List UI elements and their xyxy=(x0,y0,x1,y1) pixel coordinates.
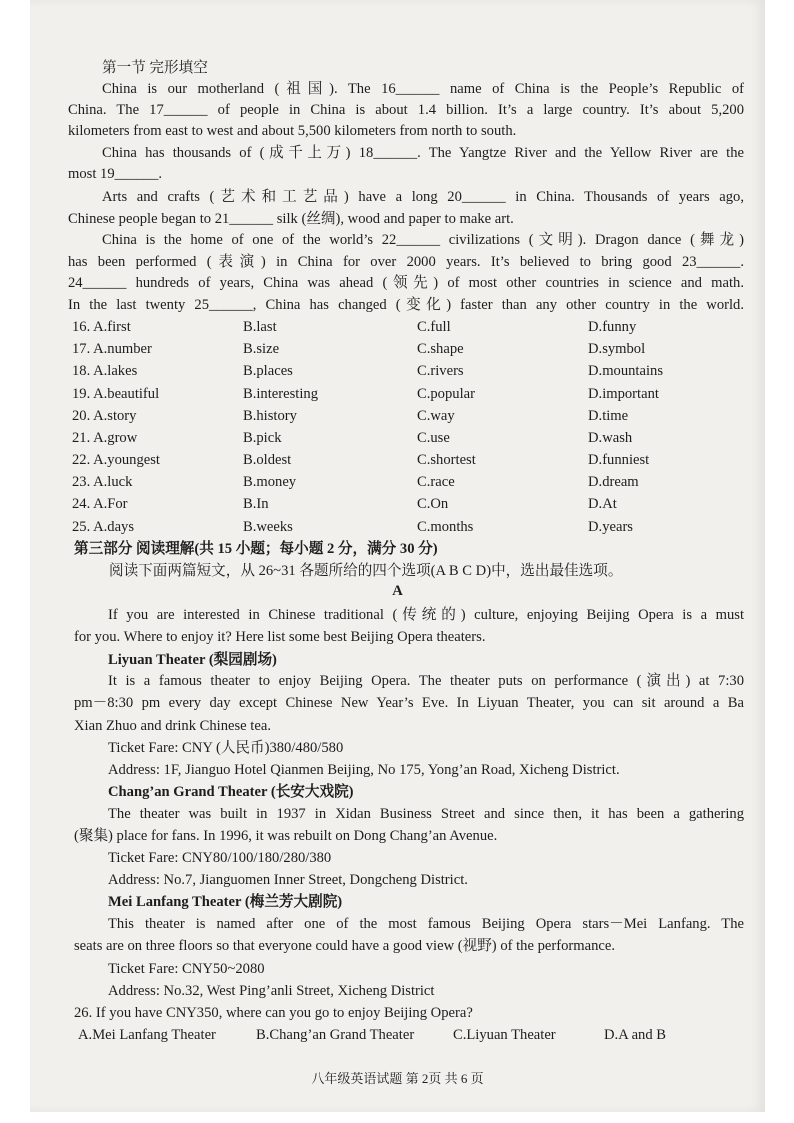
question-stem: 26. If you have CNY350, where can you go to enjoy Beijing Opera? xyxy=(74,1005,473,1021)
option-c: C.On xyxy=(417,496,449,512)
option-a: 16. A.first xyxy=(72,319,131,335)
option-c: C.shape xyxy=(417,341,464,357)
option-c: C.way xyxy=(417,408,455,424)
option-a: 22. A.youngest xyxy=(72,452,160,468)
theater-address: Address: 1F, Jianguo Hotel Qianmen Beijing, No 175, Yong’an Road, Xicheng District. xyxy=(108,762,620,778)
option-b: B.weeks xyxy=(243,519,293,535)
theater-name: Mei Lanfang Theater (梅兰芳大剧院) xyxy=(108,894,343,910)
theater-desc: The theater was built in 1937 in Xidan Business Street and since then, it has been a gathering xyxy=(108,806,744,822)
passage-line: most 19______. xyxy=(68,166,163,182)
option-d: D.At xyxy=(588,496,617,512)
theater-address: Address: No.7, Jianguomen Inner Street, Dongcheng District. xyxy=(108,872,468,888)
theater-desc: (聚集) place for fans. In 1996, it was rebuilt on Dong Chang’an Avenue. xyxy=(74,828,498,844)
option-b: B.size xyxy=(243,341,280,357)
option-d: D.funniest xyxy=(588,452,650,468)
ticket-fare: Ticket Fare: CNY (人民币)380/480/580 xyxy=(108,740,344,756)
option-d: D.funny xyxy=(588,319,637,335)
option-a: 23. A.luck xyxy=(72,474,133,490)
option-d: D.years xyxy=(588,519,633,535)
intro-line: for you. Where to enjoy it? Here list some best Beijing Opera theaters. xyxy=(74,629,486,645)
section-title: 第一节 完形填空 xyxy=(102,60,208,76)
option-b: B.In xyxy=(243,496,269,512)
option-b: B.money xyxy=(243,474,297,490)
theater-desc: seats are on three floors so that everyone could have a good view (视野) of the performance. xyxy=(74,938,615,954)
option-b: B.history xyxy=(243,408,297,424)
passage-line: has been performed (表演) in China for over 2000 years. It’s believed to bring good 23______. xyxy=(68,254,744,270)
option-a: 19. A.beautiful xyxy=(72,386,160,402)
option-b: B.last xyxy=(243,319,277,335)
option-b: B.oldest xyxy=(243,452,292,468)
option-d: D.important xyxy=(588,386,659,402)
option-a: 24. A.For xyxy=(72,496,128,512)
theater-address: Address: No.32, West Ping’anli Street, Xicheng District xyxy=(108,983,435,999)
question-option-c: C.Liyuan Theater xyxy=(453,1027,556,1043)
option-a: 21. A.grow xyxy=(72,430,138,446)
intro-line: If you are interested in Chinese traditional (传统的) culture, enjoying Beijing Opera is a must xyxy=(108,607,744,623)
option-c: C.race xyxy=(417,474,455,490)
option-a: 20. A.story xyxy=(72,408,137,424)
theater-name: Chang’an Grand Theater (长安大戏院) xyxy=(108,784,354,800)
option-c: C.use xyxy=(417,430,450,446)
theater-desc: This theater is named after one of the most famous Beijing Opera stars－Mei Lanfang. The xyxy=(108,916,744,932)
page-footer: 八年级英语试题 第 2页 共 6 页 xyxy=(311,1071,484,1086)
theater-desc: It is a famous theater to enjoy Beijing Opera. The theater puts on performance (演出) at 7:30 xyxy=(108,673,744,689)
passage-line: China is our motherland (祖国). The 16______ name of China is the People’s Republic of xyxy=(102,81,744,97)
passage-line: Chinese people began to 21______ silk (丝绸), wood and paper to make art. xyxy=(68,211,514,227)
option-d: D.symbol xyxy=(588,341,646,357)
theater-desc: pm－8:30 pm every day except Chinese New Year’s Eve. In Liyuan Theater, you can sit around a Ba xyxy=(74,695,744,711)
theater-desc: Xian Zhuo and drink Chinese tea. xyxy=(74,718,271,734)
passage-line: China is the home of one of the world’s 22______ civilizations (文明). Dragon dance (舞龙) xyxy=(102,232,744,248)
option-c: C.rivers xyxy=(417,363,464,379)
option-a: 18. A.lakes xyxy=(72,363,138,379)
passage-line: 24______ hundreds of years, China was ahead (领先) of most other countries in science and math. xyxy=(68,275,744,291)
passage-line: Arts and crafts (艺术和工艺品) have a long 20______ in China. Thousands of years ago, xyxy=(102,189,744,205)
part-title: 第三部分 阅读理解(共 15 小题；每小题 2 分，满分 30 分) xyxy=(74,541,438,557)
passage-line: China has thousands of (成千上万) 18______. The Yangtze River and the Yellow River are the xyxy=(102,145,744,161)
option-b: B.pick xyxy=(243,430,282,446)
passage-line: kilometers from east to west and about 5,500 kilometers from north to south. xyxy=(68,123,517,139)
ticket-fare: Ticket Fare: CNY80/100/180/280/380 xyxy=(108,850,332,866)
passage-line: China. The 17______ of people in China is about 1.4 billion. It’s a large country. It’s about 5,200 xyxy=(68,102,744,118)
option-a: 25. A.days xyxy=(72,519,135,535)
option-c: C.months xyxy=(417,519,474,535)
theater-name: Liyuan Theater (梨园剧场) xyxy=(108,652,277,668)
option-c: C.popular xyxy=(417,386,475,402)
option-d: D.mountains xyxy=(588,363,663,379)
question-option-b: B.Chang’an Grand Theater xyxy=(256,1027,415,1043)
option-d: D.dream xyxy=(588,474,639,490)
option-a: 17. A.number xyxy=(72,341,152,357)
option-b: B.interesting xyxy=(243,386,318,402)
exam-page xyxy=(30,0,765,1112)
option-d: D.time xyxy=(588,408,629,424)
question-option-a: A.Mei Lanfang Theater xyxy=(78,1027,216,1043)
question-option-d: D.A and B xyxy=(604,1027,667,1043)
option-b: B.places xyxy=(243,363,293,379)
passage-line: In the last twenty 25______, China has changed (变化) faster than any other country in the world. xyxy=(68,297,744,313)
instruction: 阅读下面两篇短文，从 26~31 各题所给的四个选项(A B C D)中，选出最佳选项。 xyxy=(109,563,623,579)
ticket-fare: Ticket Fare: CNY50~2080 xyxy=(108,961,265,977)
option-c: C.shortest xyxy=(417,452,476,468)
option-c: C.full xyxy=(417,319,451,335)
option-d: D.wash xyxy=(588,430,633,446)
passage-letter: A xyxy=(392,583,403,599)
